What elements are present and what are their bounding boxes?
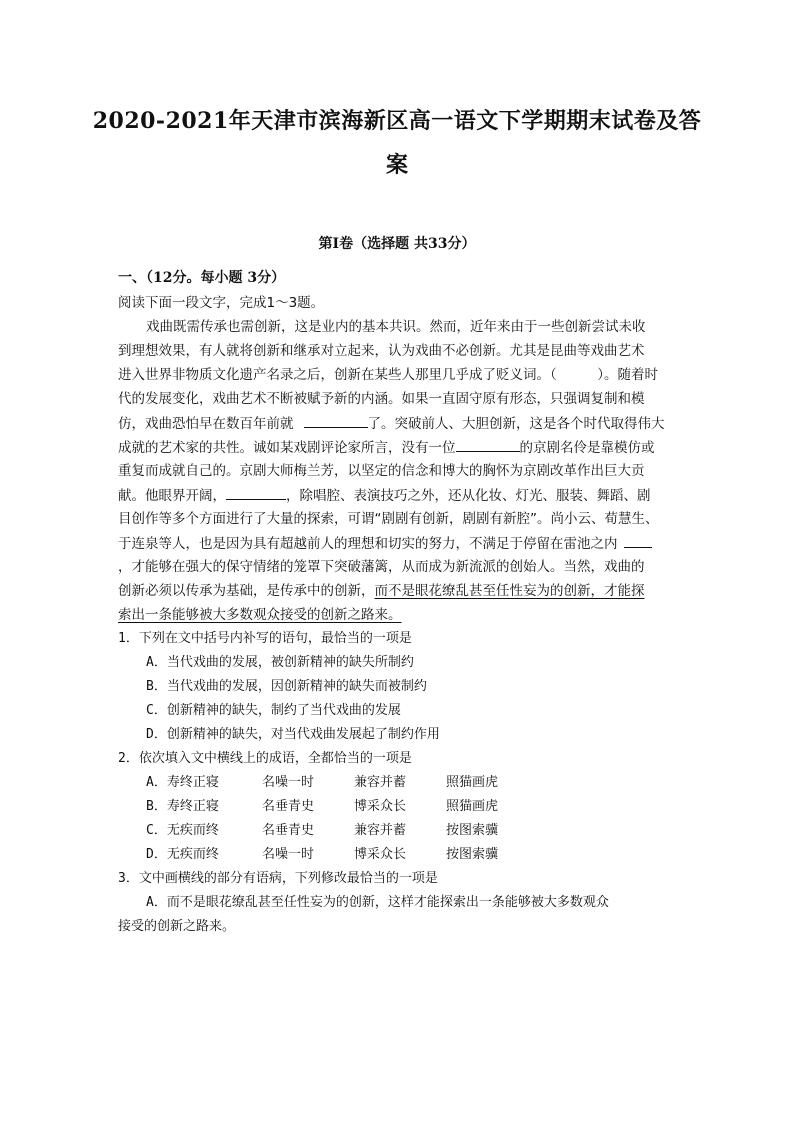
option-cell: 博采众长 xyxy=(354,799,407,814)
passage-line: 进入世界非物质文化遗产名录之后，创新在某些人那里几乎成了贬义词。（ ）。随着时 xyxy=(118,367,658,383)
option-cell: 名噪一时 xyxy=(262,847,315,862)
document-title-line1: 2020-2021年天津市滨海新区高一语文下学期期末试卷及答 xyxy=(92,108,702,134)
passage-text: 仿，戏曲恐怕早在数百年前就 xyxy=(118,416,294,432)
passage-line: 目创作等多个方面进行了大量的探索，可谓“剧剧有创新，剧剧有新腔”。尚小云、荀慧生、 xyxy=(118,511,659,527)
question-2-option-c xyxy=(146,822,538,840)
question-1-option-d: D．创新精神的缺失，对当代戏曲发展起了制约作用 xyxy=(146,727,440,742)
section-heading: 一、（12分。每小题 3分） xyxy=(118,270,286,286)
passage-line xyxy=(118,414,665,433)
fill-blank-3 xyxy=(226,486,286,500)
passage-line: ，才能够在强大的保守情绪的笼罩下突破藩篱，从而成为新流派的创始人。当然，戏曲的 xyxy=(118,559,645,575)
underlined-sentence: 而不是眼花缭乱甚至任性妄为的创新，才能探 xyxy=(374,583,645,599)
passage-text: ，除唱腔、表演技巧之外，还从化妆、灯光、服装、舞蹈、剧 xyxy=(286,488,651,504)
option-cell: 按图索骥 xyxy=(446,823,499,838)
question-2-stem: 2．依次填入文中横线上的成语，全都恰当的一项是 xyxy=(118,751,412,766)
option-cell: 兼容并蓄 xyxy=(354,775,407,790)
option-cell: 名垂青史 xyxy=(262,799,315,814)
option-cell: D．无疾而终 xyxy=(146,847,219,862)
option-cell: 兼容并蓄 xyxy=(354,823,407,838)
question-2-option-b xyxy=(146,798,538,816)
option-cell: 照猫画虎 xyxy=(446,775,499,790)
passage-text: 于连泉等人，也是因为具有超越前人的理想和切实的努力，不满足于停留在雷池之内 xyxy=(118,536,618,552)
option-cell: B．寿终正寝 xyxy=(146,799,219,814)
volume-heading: 第Ⅰ卷（选择题 共33分） xyxy=(318,236,476,252)
fill-blank-1 xyxy=(304,414,368,428)
option-cell: 名噪一时 xyxy=(262,775,315,790)
option-cell: 博采众长 xyxy=(354,847,407,862)
option-cell: C．无疾而终 xyxy=(146,823,219,838)
passage-text: 献。他眼界开阔， xyxy=(118,488,226,504)
passage-line xyxy=(118,534,652,553)
question-3-option-a-cont: 接受的创新之路来。 xyxy=(118,919,236,934)
passage-text: 成就的艺术家的共性。诚如某戏剧评论家所言，没有一位 xyxy=(118,440,456,456)
question-1-stem: 1．下列在文中括号内补写的语句，最恰当的一项是 xyxy=(118,631,412,646)
fill-blank-4 xyxy=(624,534,652,548)
passage-text: 创新必须以传承为基础，是传承中的创新， xyxy=(118,583,375,599)
passage-line xyxy=(118,438,655,457)
passage-text: 了。突破前人、大胆创新，这是各个时代取得伟大 xyxy=(367,416,665,432)
reading-instruction: 阅读下面一段文字，完成1～3题。 xyxy=(118,295,325,311)
question-1-option-a: A．当代戏曲的发展，被创新精神的缺失所制约 xyxy=(146,655,414,670)
passage-text: 的京剧名伶是靠模仿或 xyxy=(519,440,655,456)
option-cell: A．寿终正寝 xyxy=(146,775,219,790)
question-2-option-a xyxy=(146,774,538,792)
passage-line: 到理想效果，有人就将创新和继承对立起来，认为戏曲不必创新。尤其是昆曲等戏曲艺术 xyxy=(118,343,645,359)
passage-line xyxy=(118,582,645,600)
document-title-line2: 案 xyxy=(385,152,408,178)
question-2-option-d xyxy=(146,846,538,864)
option-cell: 名垂青史 xyxy=(262,823,315,838)
passage-line xyxy=(118,486,651,505)
question-1-option-b: B．当代戏曲的发展，因创新精神的缺失而被制约 xyxy=(146,679,427,694)
question-3-stem: 3．文中画横线的部分有语病，下列修改最恰当的一项是 xyxy=(118,871,438,886)
option-cell: 照猫画虎 xyxy=(446,799,499,814)
underlined-sentence: 索出一条能够被大多数观众接受的创新之路来。 xyxy=(118,607,402,623)
question-3-option-a: A．而不是眼花缭乱甚至任性妄为的创新，这样才能探索出一条能够被大多数观众 xyxy=(146,895,609,910)
option-cell: 按图索骥 xyxy=(446,847,499,862)
passage-line: 代的发展变化，戏曲艺术不断被赋予新的内涵。如果一直固守原有形态，只强调复制和模 xyxy=(118,391,645,407)
passage-line: 戏曲既需传承也需创新，这是业内的基本共识。然而，近年来由于一些创新尝试未收 xyxy=(146,319,646,335)
question-1-option-c: C．创新精神的缺失，制约了当代戏曲的发展 xyxy=(146,703,401,718)
passage-line: 重复而成就自己的。京剧大师梅兰芳，以坚定的信念和博大的胸怀为京剧改革作出巨大贡 xyxy=(118,463,645,479)
fill-blank-2 xyxy=(456,438,520,452)
